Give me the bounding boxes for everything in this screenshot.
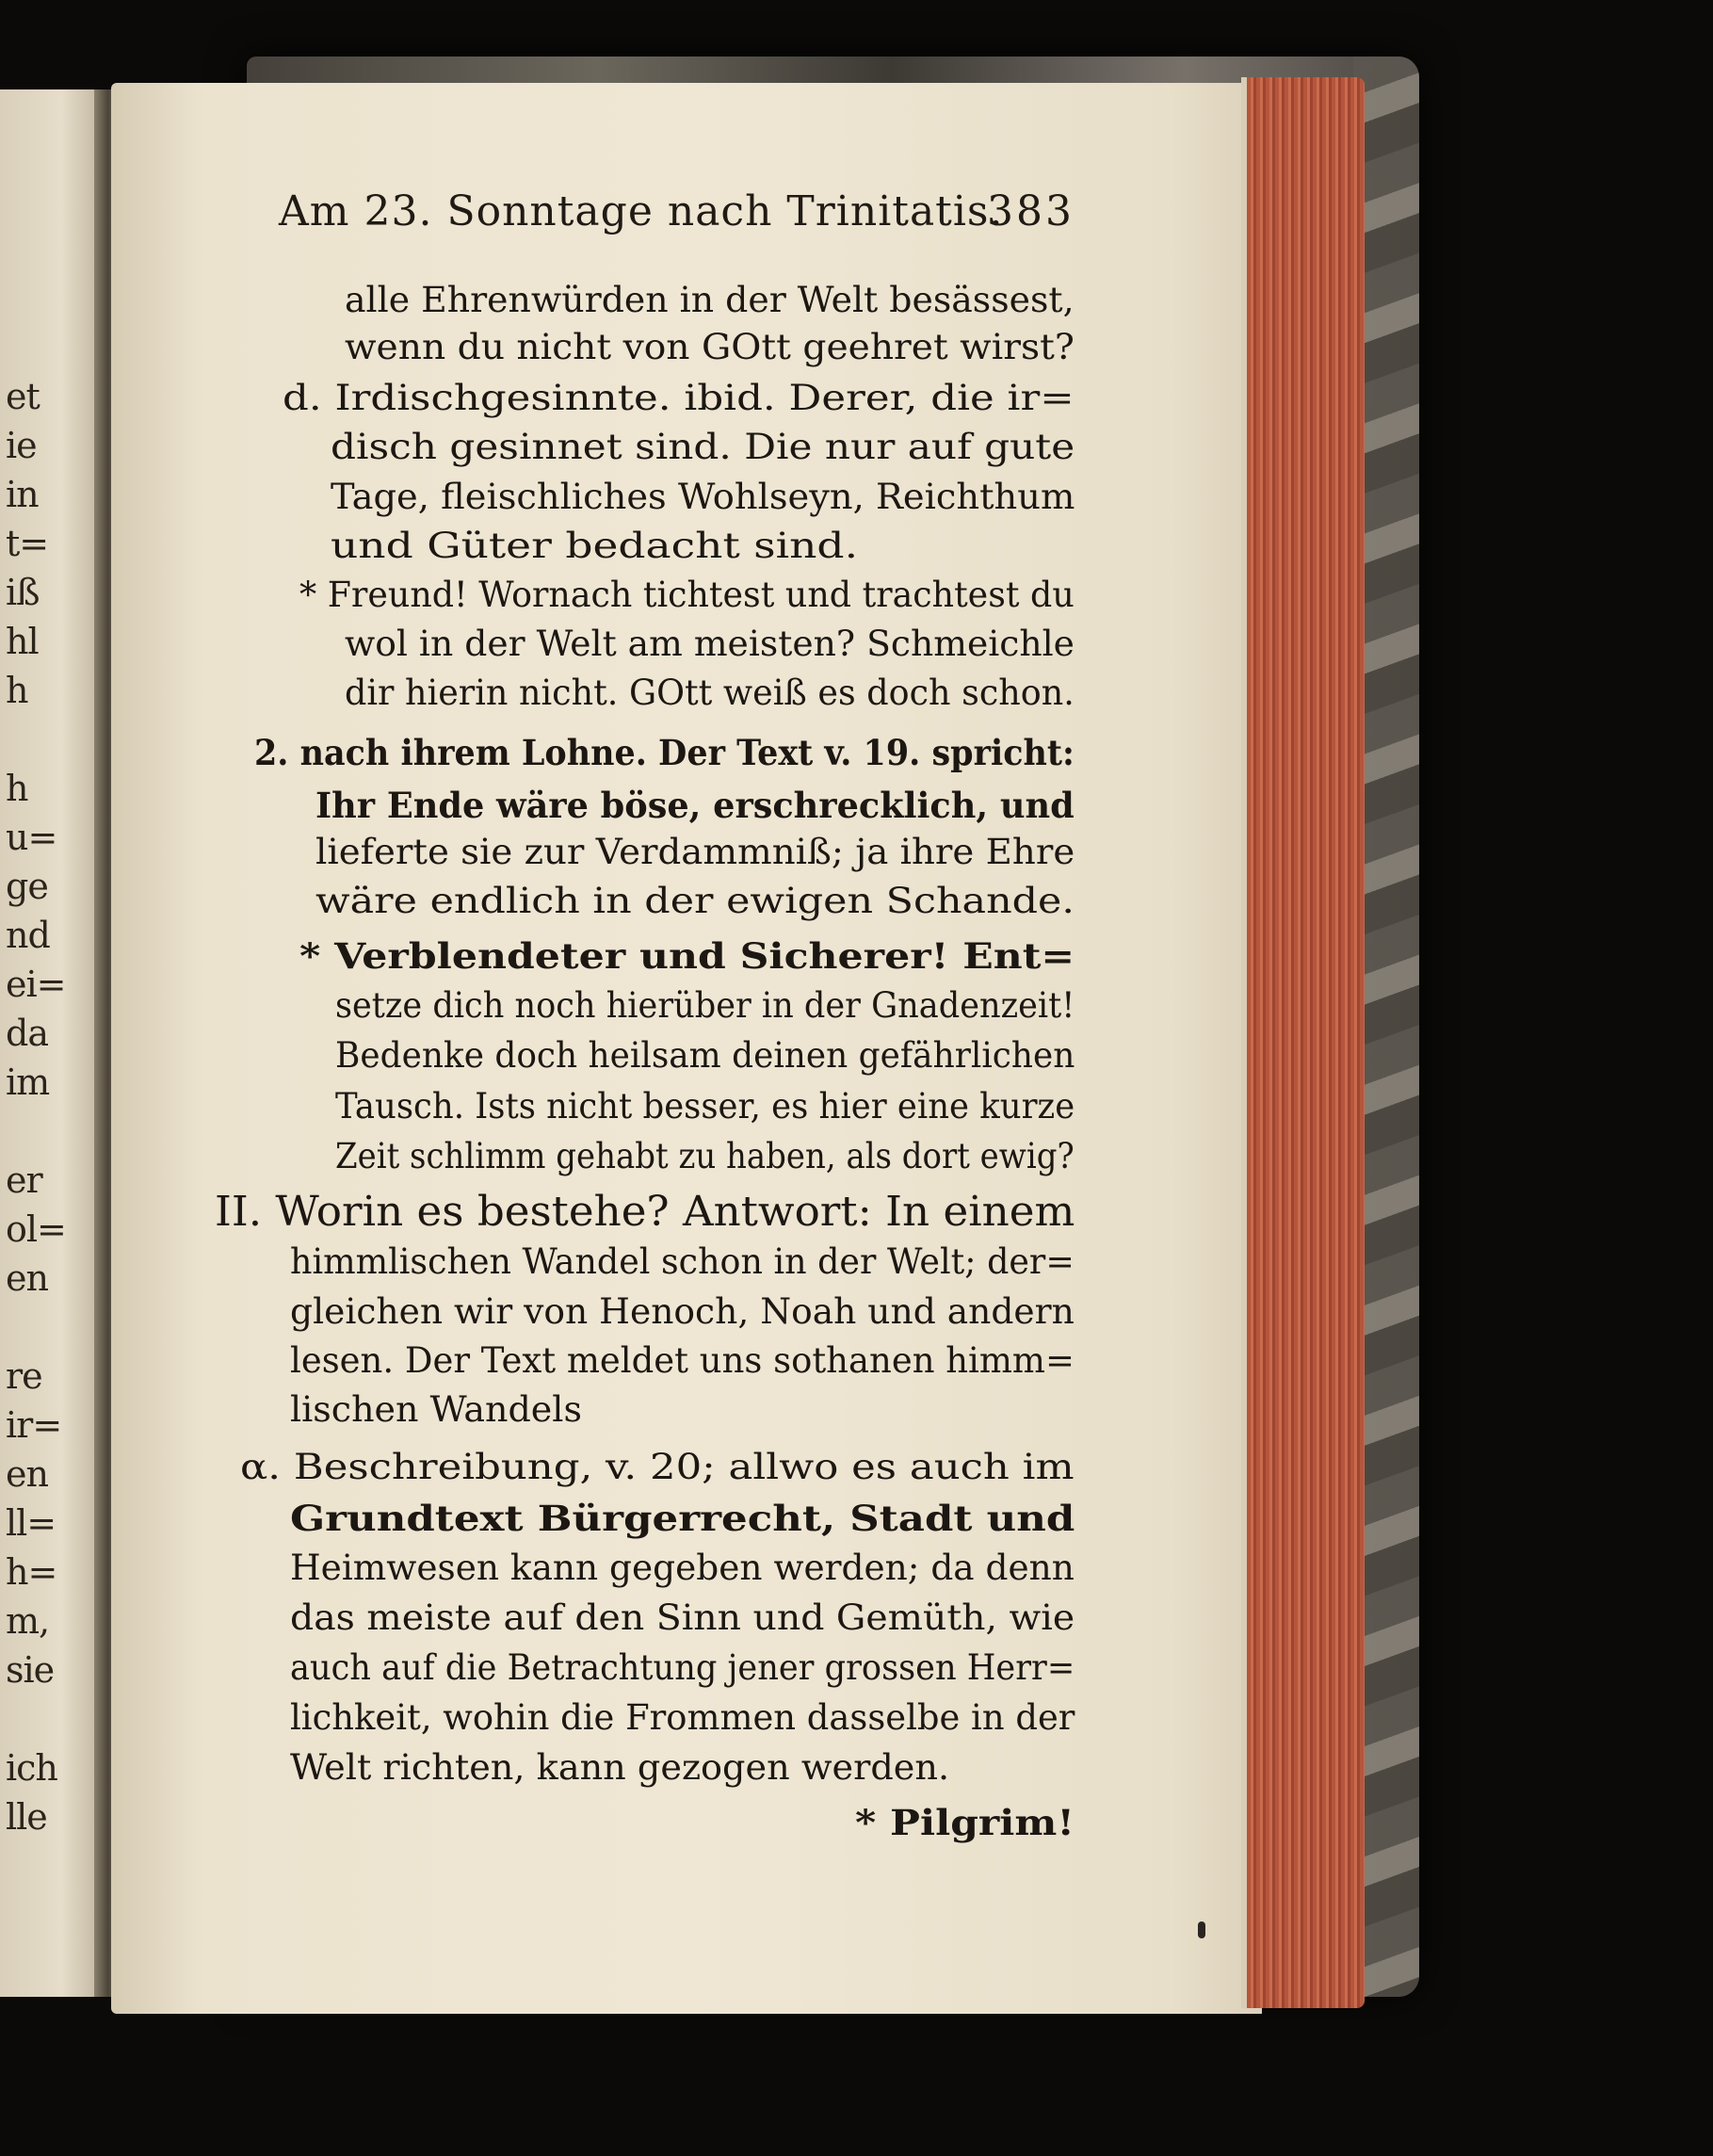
text-line xyxy=(299,932,1075,980)
text-line-content: lesen. Der Text meldet uns sothanen himm= xyxy=(290,1340,1075,1381)
text-line xyxy=(345,277,1075,324)
left-page-fragment: h= xyxy=(6,1551,57,1593)
left-page-fragment xyxy=(6,1303,100,1352)
text-line xyxy=(290,1289,1075,1336)
text-line xyxy=(331,474,1075,521)
text-line-content: wol in der Welt am meisten? Schmeichle xyxy=(345,624,1075,664)
text-line xyxy=(290,1337,1075,1385)
text-line xyxy=(290,1386,582,1434)
left-page-fragment: re xyxy=(6,1355,42,1397)
text-line-content: lieferte sie zur Verdammniß; ja ihre Ehre xyxy=(315,832,1075,872)
text-line xyxy=(240,1444,1075,1491)
text-line xyxy=(345,670,1075,717)
text-line xyxy=(331,424,1075,471)
text-line-content: lischen Wandels xyxy=(290,1389,582,1430)
text-line-content: setze dich noch hierüber in der Gnadenzeit! xyxy=(335,985,1075,1026)
left-page-fragment: ich xyxy=(6,1747,57,1789)
left-page-fragment: h xyxy=(6,670,28,711)
left-page-fragment: t= xyxy=(6,523,49,564)
left-page-fragment: ei= xyxy=(6,964,66,1005)
text-line-content: lichkeit, wohin die Frommen dasselbe in der xyxy=(290,1697,1075,1738)
text-line xyxy=(215,1189,1075,1236)
text-line-content: d. Irdischgesinnte. ibid. Derer, die ir= xyxy=(283,378,1075,418)
left-page-fragment: er xyxy=(6,1159,42,1201)
left-page-fragment: ll= xyxy=(6,1502,57,1544)
left-page-fragment: in xyxy=(6,474,39,515)
left-page-fragment xyxy=(6,1107,100,1156)
text-line-content: das meiste auf den Sinn und Gemüth, wie xyxy=(290,1597,1075,1638)
text-line xyxy=(345,324,1075,371)
left-page xyxy=(0,89,104,1997)
running-header xyxy=(279,182,1075,242)
text-line xyxy=(335,1032,1075,1079)
text-line xyxy=(315,829,1075,876)
text-line xyxy=(290,1595,1075,1642)
text-line-content: * Verblendeter und Sicherer! Ent= xyxy=(299,935,1075,977)
left-page-fragment xyxy=(6,1694,100,1743)
text-line xyxy=(345,621,1075,668)
left-page-fragment: ie xyxy=(6,425,37,466)
left-page-fragment: im xyxy=(6,1062,50,1103)
text-line xyxy=(290,1545,1075,1592)
text-line-content: alle Ehrenwürden in der Welt besässest, xyxy=(345,280,1075,320)
page-edges xyxy=(1241,77,1365,2008)
ink-blot xyxy=(1198,1921,1205,1938)
left-page-fragment: en xyxy=(6,1453,48,1495)
left-page-fragment: et xyxy=(6,376,40,417)
left-page-fragment: iß xyxy=(6,572,40,613)
text-line xyxy=(290,1744,949,1791)
left-page-fragment: lle xyxy=(6,1796,47,1838)
text-line-content: * Freund! Wornach tichtest und trachtest du xyxy=(299,575,1075,615)
page-number: 383 xyxy=(987,187,1075,235)
text-line xyxy=(283,375,1075,422)
left-page-fragment: hl xyxy=(6,621,39,662)
text-line-content: dir hierin nicht. GOtt weiß es doch schon. xyxy=(345,673,1075,713)
text-line xyxy=(335,1133,1075,1180)
text-line xyxy=(855,1799,1075,1846)
left-page-fragments xyxy=(6,372,100,1841)
text-line-content: Zeit schlimm gehabt zu haben, als dort ewig? xyxy=(335,1136,1075,1176)
left-page-fragment: u= xyxy=(6,817,57,858)
text-line-content: und Güter bedacht sind. xyxy=(331,526,859,566)
text-line xyxy=(290,1239,1075,1286)
text-line-content: Tausch. Ists nicht besser, es hier eine kurze xyxy=(335,1086,1075,1127)
text-line-content: α. Beschreibung, v. 20; allwo es auch im xyxy=(240,1447,1075,1487)
header-title: Am 23. Sonntage nach Trinitatis. xyxy=(279,187,1004,235)
left-page-fragment: m, xyxy=(6,1600,50,1642)
left-page-fragment xyxy=(6,715,100,764)
text-line xyxy=(331,523,858,570)
left-page-fragment: sie xyxy=(6,1649,55,1691)
left-page-fragment: en xyxy=(6,1257,48,1299)
text-line-content: * Pilgrim! xyxy=(855,1802,1075,1843)
text-line-content: 2. nach ihrem Lohne. Der Text v. 19. spricht: xyxy=(254,732,1075,773)
text-line xyxy=(335,982,1075,1029)
left-page-fragment: h xyxy=(6,768,28,809)
text-line xyxy=(335,1083,1075,1130)
text-line xyxy=(290,1495,1075,1542)
text-line xyxy=(290,1694,1075,1742)
text-line-content: wenn du nicht von GOtt geehret wirst? xyxy=(345,327,1075,367)
text-line-content: II. Worin es bestehe? Antwort: In einem xyxy=(215,1188,1075,1236)
left-page-fragment: da xyxy=(6,1013,48,1054)
text-line xyxy=(299,572,1075,619)
text-line-content: disch gesinnet sind. Die nur auf gute xyxy=(331,427,1075,467)
text-line-content: auch auf die Betrachtung jener grossen Herr= xyxy=(290,1647,1075,1688)
text-line-content: Tage, fleischliches Wohlseyn, Reichthum xyxy=(331,477,1075,517)
text-line-content: Grundtext Bürgerrecht, Stadt und xyxy=(290,1498,1075,1539)
text-line-content: Bedenke doch heilsam deinen gefährlichen xyxy=(335,1035,1075,1076)
left-page-fragment: nd xyxy=(6,915,50,956)
text-line-content: Welt richten, kann gezogen werden. xyxy=(290,1747,950,1788)
text-line-content: himmlischen Wandel schon in der Welt; der= xyxy=(290,1241,1075,1282)
text-line xyxy=(254,729,1075,776)
left-page-fragment: ol= xyxy=(6,1208,66,1250)
left-page-fragment: ge xyxy=(6,866,48,907)
text-line-content: gleichen wir von Henoch, Noah und andern xyxy=(290,1291,1075,1332)
text-line xyxy=(290,1645,1075,1692)
text-line-content: wäre endlich in der ewigen Schande. xyxy=(315,881,1075,921)
text-line-content: Ihr Ende wäre böse, erschrecklich, und xyxy=(315,785,1075,826)
text-line-content: Heimwesen kann gegeben werden; da denn xyxy=(290,1548,1075,1588)
text-line xyxy=(315,878,1075,925)
text-line xyxy=(315,782,1075,829)
left-page-fragment: ir= xyxy=(6,1404,62,1446)
